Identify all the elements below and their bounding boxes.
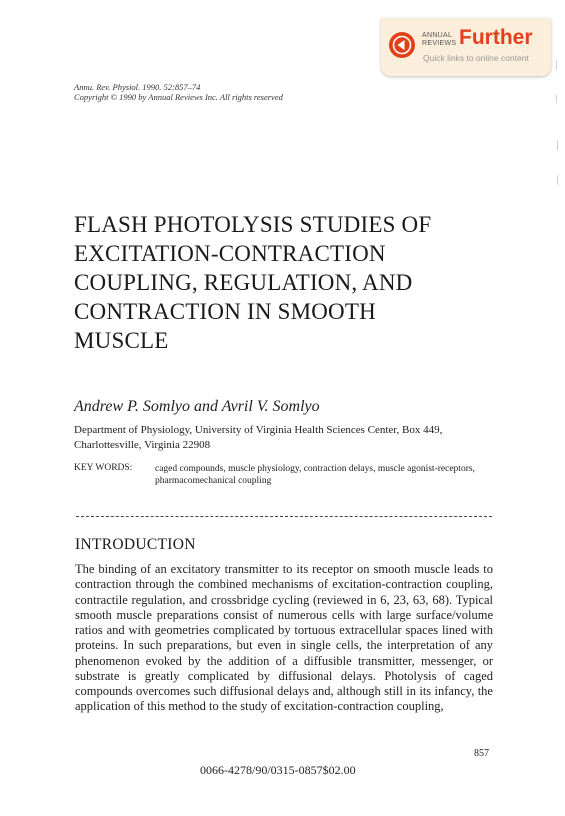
keywords-label: KEY WORDS: — [74, 463, 133, 473]
keywords-list: caged compounds, muscle physiology, contraction delays, muscle agonist-receptors, pharmacomechanical coupling — [155, 464, 475, 486]
badge-further-label: Further — [459, 26, 533, 49]
affiliation: Department of Physiology, University of Virginia Health Sciences Center, Box 449, Charlottesville, Virginia 22908 — [74, 424, 443, 451]
badge-annual-label: ANNUAL — [422, 32, 453, 39]
title-line: FLASH PHOTOLYSIS STUDIES OF — [74, 212, 432, 237]
title-line: CONTRACTION IN SMOOTH — [74, 299, 376, 324]
back-arrow-icon — [389, 32, 415, 58]
copyright-notice: Copyright © 1990 by Annual Reviews Inc. All rights reserved — [74, 92, 283, 102]
badge-reviews-label: REVIEWS — [422, 40, 457, 47]
title-line: EXCITATION-CONTRACTION — [74, 241, 386, 266]
further-badge[interactable] — [381, 18, 551, 76]
scan-mark — [557, 175, 558, 185]
authors: Andrew P. Somlyo and Avril V. Somlyo — [74, 398, 320, 415]
introduction-paragraph: The binding of an excitatory transmitter to its receptor on smooth muscle leads to contraction through the combined mechanisms of excitation-contraction coupling, contractile regulation, and crossbridge cycling (reviewed in 6, 23, 63, 68). Typical smooth muscle preparations consist of numerous cells with large surface/volume ratios and with geometries complicated by tortuous extracellular spaces lined with proteins. In such preparations, but even in single cells, the interpretation of any phenomenon evoked by the addition of a diffusible transmitter, messenger, or substrate is greatly complicated by diffusional delays. Photolysis of caged compounds overcomes such diffusional delays and, although still in its infancy, the application of this method to the study of excitation-contraction coupling, — [75, 562, 493, 714]
article-title — [74, 210, 494, 355]
scan-mark — [557, 140, 558, 150]
journal-citation: Annu. Rev. Physiol. 1990. 52:857–74 — [74, 82, 201, 92]
scan-mark — [556, 95, 557, 103]
section-divider — [76, 516, 492, 517]
badge-subtitle: Quick links to online content — [423, 53, 529, 63]
scan-mark — [556, 60, 557, 70]
title-line: MUSCLE — [74, 328, 169, 353]
price-code: 0066-4278/90/0315-0857$02.00 — [200, 763, 356, 777]
page-number: 857 — [474, 748, 489, 759]
title-line: COUPLING, REGULATION, AND — [74, 270, 413, 295]
section-heading-introduction: INTRODUCTION — [75, 536, 196, 553]
